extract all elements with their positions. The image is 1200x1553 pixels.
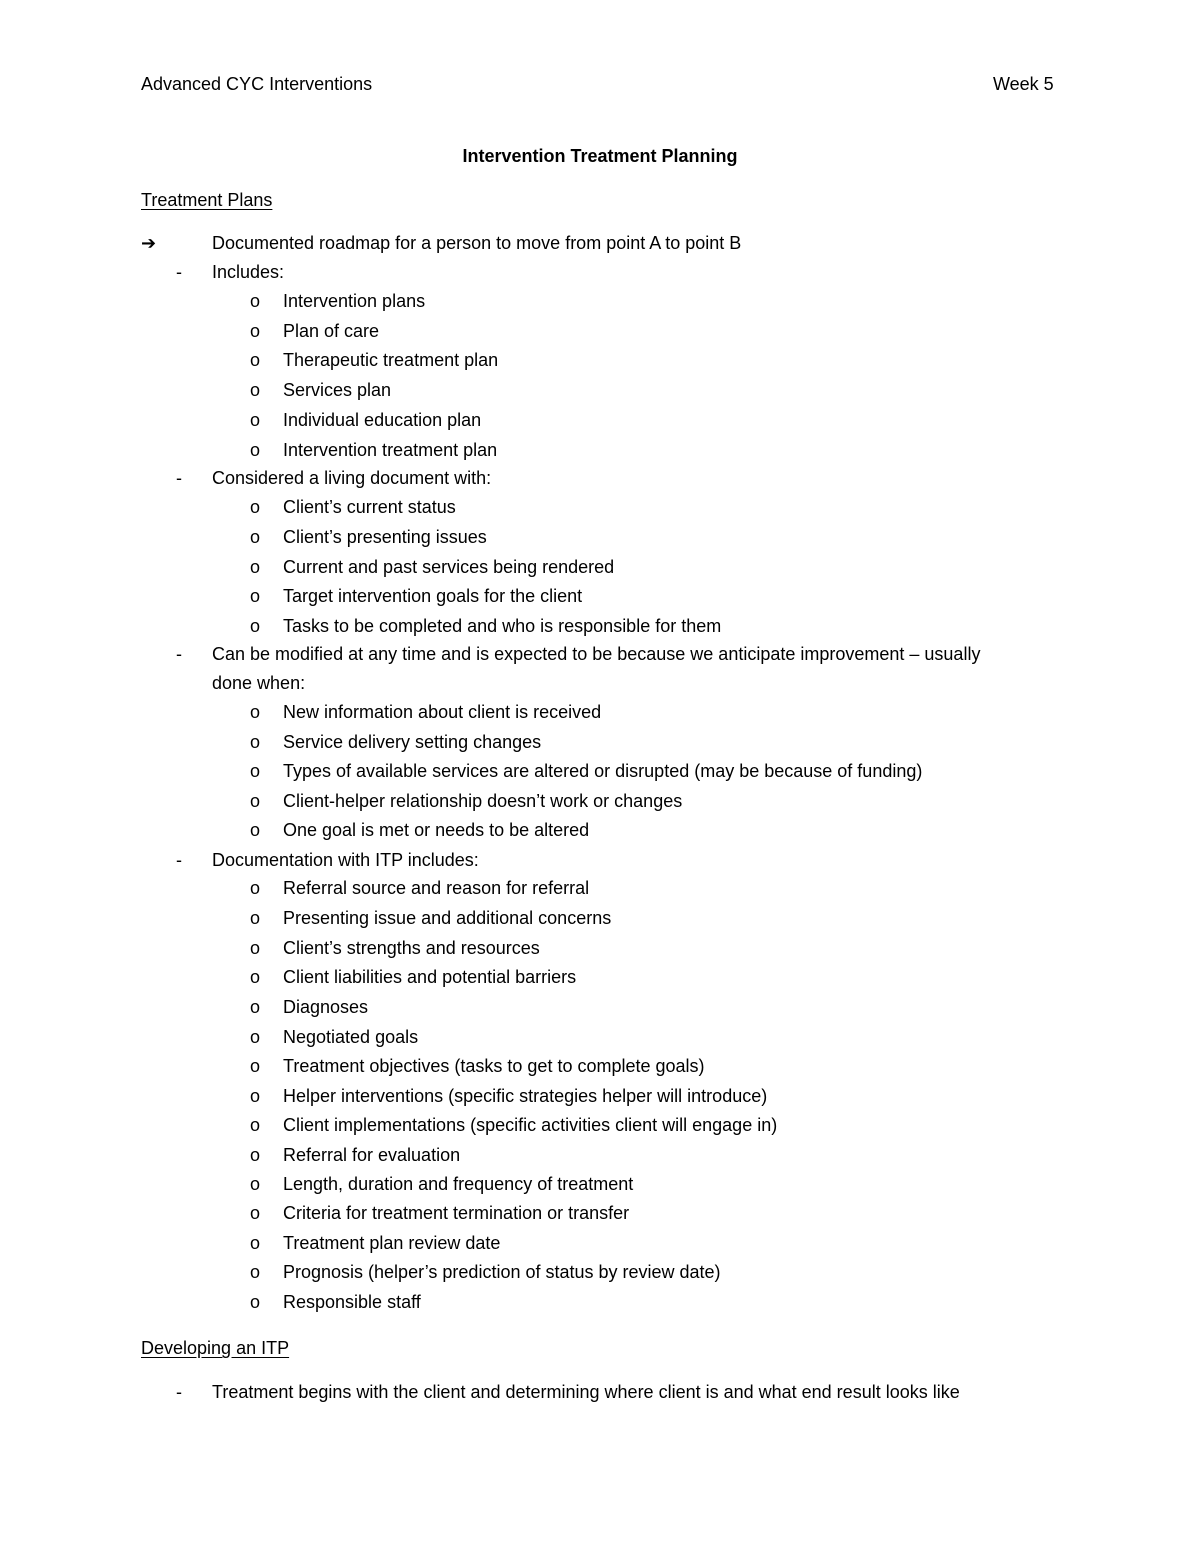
dash-bullet: - xyxy=(176,468,182,488)
list-item-label: Treatment begins with the client and determining where client is and what end result looks like xyxy=(212,1382,960,1402)
circle-bullet: o xyxy=(250,380,261,400)
circle-bullet: o xyxy=(250,1056,261,1076)
sub-list-item-text: Tasks to be completed and who is responsible for them xyxy=(283,616,722,636)
sub-list-item-text: Intervention treatment plan xyxy=(283,440,498,460)
list-item-label-continuation: done when: xyxy=(212,673,306,693)
circle-bullet: o xyxy=(250,321,261,341)
document-title: Intervention Treatment Planning xyxy=(462,146,738,166)
sub-list-item-text: Helper interventions (specific strategies helper will introduce) xyxy=(283,1086,768,1106)
list-item-label: Can be modified at any time and is expected to be because we anticipate improvement – usually xyxy=(212,644,981,664)
circle-bullet: o xyxy=(250,820,261,840)
sub-list-item-text: Intervention plans xyxy=(283,291,426,311)
section-heading-treatment-plans: Treatment Plans xyxy=(141,190,273,210)
arrow-right-icon: ➔ xyxy=(141,233,157,253)
sub-list-item-text: Client implementations (specific activities client will engage in) xyxy=(283,1115,778,1135)
circle-bullet: o xyxy=(250,586,261,606)
dash-bullet: - xyxy=(176,850,182,870)
circle-bullet: o xyxy=(250,1027,261,1047)
sub-list-item-text: Types of available services are altered or disrupted (may be because of funding) xyxy=(283,761,923,781)
circle-bullet: o xyxy=(250,616,261,636)
header-course: Advanced CYC Interventions xyxy=(141,74,373,94)
circle-bullet: o xyxy=(250,1292,261,1312)
sub-list-item-text: Client’s strengths and resources xyxy=(283,938,540,958)
sub-list-item-text: Negotiated goals xyxy=(283,1027,419,1047)
circle-bullet: o xyxy=(250,440,261,460)
sub-list-item-text: Responsible staff xyxy=(283,1292,421,1312)
sub-list-item-text: Referral for evaluation xyxy=(283,1145,461,1165)
circle-bullet: o xyxy=(250,557,261,577)
circle-bullet: o xyxy=(250,967,261,987)
list-item-label: Includes: xyxy=(212,262,285,282)
sub-list-item-text: Services plan xyxy=(283,380,392,400)
circle-bullet: o xyxy=(250,938,261,958)
section-heading-developing-itp: Developing an ITP xyxy=(141,1338,290,1358)
sub-list-item-text: Criteria for treatment termination or transfer xyxy=(283,1203,630,1223)
arrow-item-text: Documented roadmap for a person to move from point A to point B xyxy=(212,233,742,253)
circle-bullet: o xyxy=(250,732,261,752)
circle-bullet: o xyxy=(250,908,261,928)
circle-bullet: o xyxy=(250,1145,261,1165)
sub-list-item-text: Presenting issue and additional concerns xyxy=(283,908,612,928)
circle-bullet: o xyxy=(250,350,261,370)
dash-bullet: - xyxy=(176,262,182,282)
circle-bullet: o xyxy=(250,1086,261,1106)
sub-list-item-text: Diagnoses xyxy=(283,997,369,1017)
sub-list-item-text: Therapeutic treatment plan xyxy=(283,350,499,370)
sub-list-item-text: Client-helper relationship doesn’t work or changes xyxy=(283,791,683,811)
circle-bullet: o xyxy=(250,1174,261,1194)
circle-bullet: o xyxy=(250,1115,261,1135)
circle-bullet: o xyxy=(250,527,261,547)
sub-list-item-text: Client liabilities and potential barriers xyxy=(283,967,577,987)
sub-list-item-text: Target intervention goals for the client xyxy=(283,586,583,606)
circle-bullet: o xyxy=(250,1203,261,1223)
sub-list-item-text: Client’s presenting issues xyxy=(283,527,487,547)
header-week: Week 5 xyxy=(993,74,1054,94)
circle-bullet: o xyxy=(250,497,261,517)
circle-bullet: o xyxy=(250,761,261,781)
circle-bullet: o xyxy=(250,1262,261,1282)
sub-list-item-text: Plan of care xyxy=(283,321,380,341)
circle-bullet: o xyxy=(250,1233,261,1253)
sub-list-item-text: Length, duration and frequency of treatment xyxy=(283,1174,634,1194)
circle-bullet: o xyxy=(250,878,261,898)
list-item-label: Documentation with ITP includes: xyxy=(212,850,479,870)
circle-bullet: o xyxy=(250,410,261,430)
sub-list-item-text: Client’s current status xyxy=(283,497,456,517)
circle-bullet: o xyxy=(250,702,261,722)
sub-list-item-text: Referral source and reason for referral xyxy=(283,878,590,898)
sub-list-item-text: Service delivery setting changes xyxy=(283,732,542,752)
sub-list-item-text: Individual education plan xyxy=(283,410,482,430)
sub-list-item-text: New information about client is received xyxy=(283,702,602,722)
dash-bullet: - xyxy=(176,644,182,664)
circle-bullet: o xyxy=(250,791,261,811)
list-item-label: Considered a living document with: xyxy=(212,468,492,488)
sub-list-item-text: Prognosis (helper’s prediction of status by review date) xyxy=(283,1262,721,1282)
sub-list-item-text: Treatment plan review date xyxy=(283,1233,501,1253)
dash-bullet: - xyxy=(176,1382,182,1402)
sub-list-item-text: One goal is met or needs to be altered xyxy=(283,820,590,840)
circle-bullet: o xyxy=(250,291,261,311)
circle-bullet: o xyxy=(250,997,261,1017)
sub-list-item-text: Treatment objectives (tasks to get to complete goals) xyxy=(283,1056,705,1076)
sub-list-item-text: Current and past services being rendered xyxy=(283,557,615,577)
